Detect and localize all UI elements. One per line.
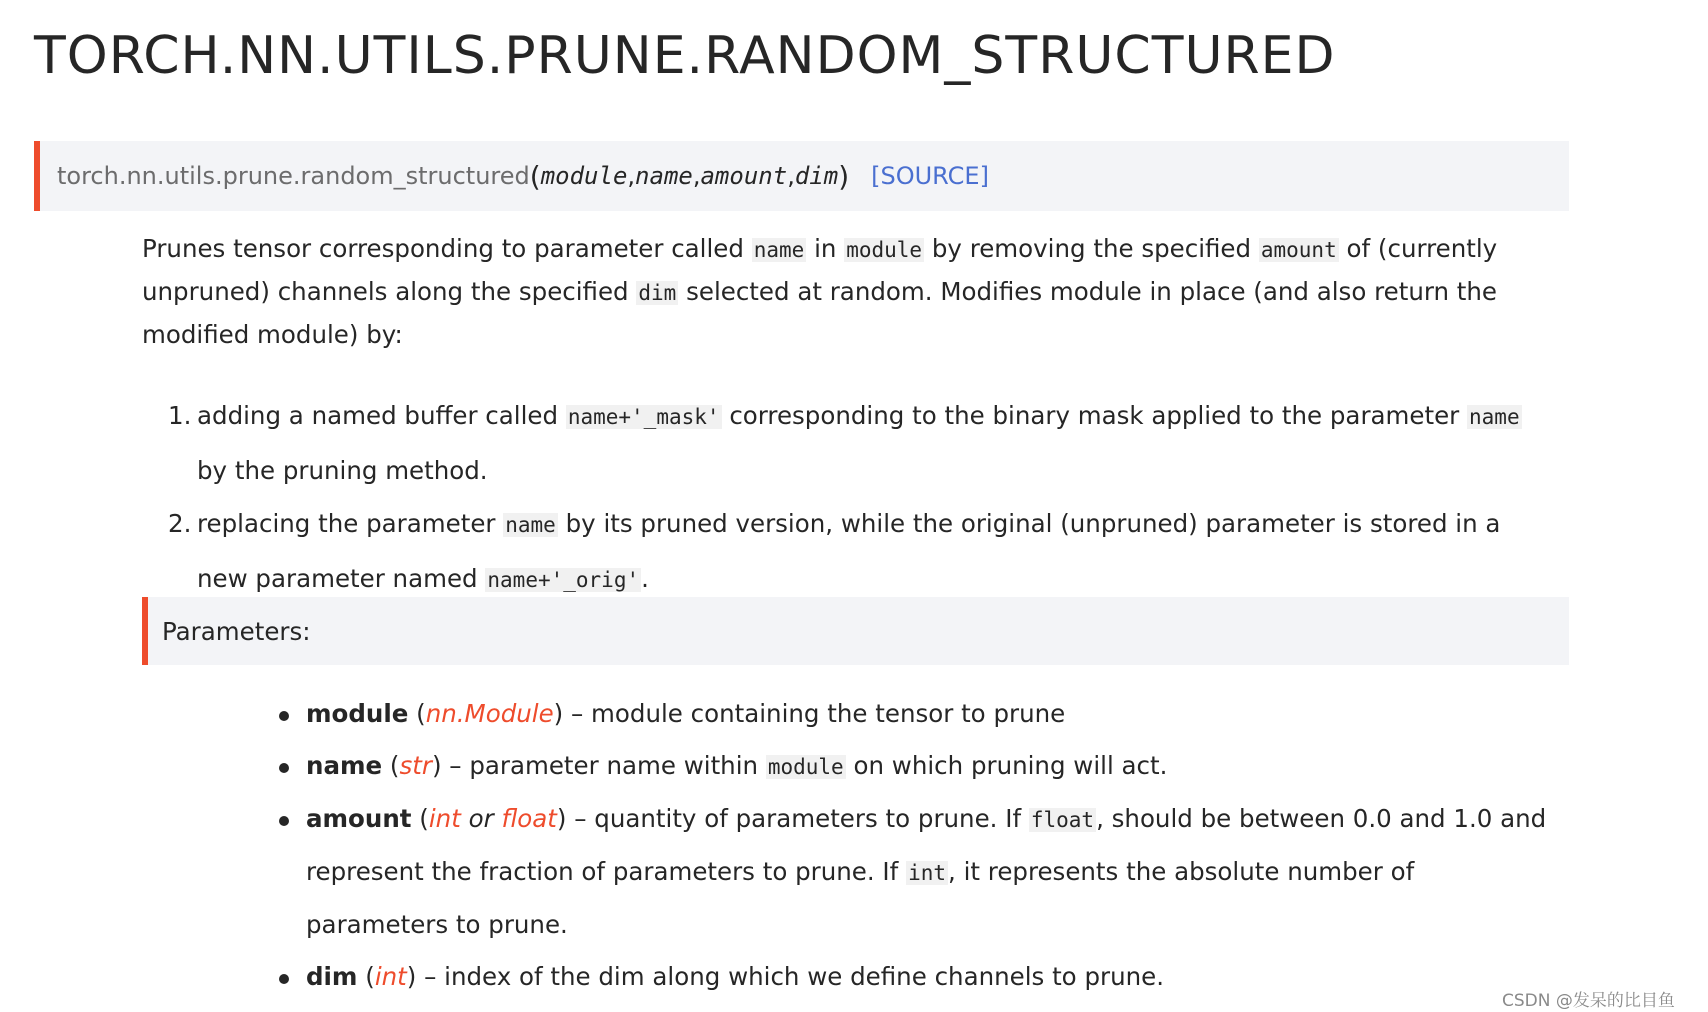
inline-code: amount xyxy=(1260,238,1337,262)
description-text: in xyxy=(806,234,845,263)
inline-code: dim xyxy=(638,281,677,305)
step-text: by its pruned version, while the original (unpruned) parameter is stored in a new parameter named xyxy=(197,509,1501,593)
signature-param: amount xyxy=(700,162,788,190)
param-name: name xyxy=(306,751,383,780)
param-type-link[interactable]: int xyxy=(374,962,407,991)
param-description: , it represents the absolute number of parameters to prune. xyxy=(306,857,1415,939)
param-description: – index of the dim along which we define channels to prune. xyxy=(416,962,1165,991)
param-paren: ) xyxy=(553,699,564,728)
inline-code: name xyxy=(505,513,556,537)
description xyxy=(142,228,1562,355)
inline-code: float xyxy=(1030,808,1095,832)
open-paren: ( xyxy=(529,159,541,193)
step-text: . xyxy=(641,564,649,593)
step-number: 1. xyxy=(168,401,192,430)
source-link[interactable]: [SOURCE] xyxy=(871,162,989,190)
param-type-link[interactable]: nn.Module xyxy=(425,699,554,728)
param-type-link[interactable]: int xyxy=(428,804,461,833)
param-name: dim xyxy=(306,962,358,991)
inline-code: name xyxy=(753,238,805,262)
param-type-link[interactable]: str xyxy=(399,751,432,780)
list-item xyxy=(279,793,1559,951)
inline-code: name+'_mask' xyxy=(567,405,720,429)
param-description: on which pruning will act. xyxy=(845,751,1168,780)
bullet-icon xyxy=(279,974,289,984)
param-description: – parameter name within xyxy=(441,751,766,780)
page-title: TORCH.NN.UTILS.PRUNE.RANDOM_STRUCTURED xyxy=(34,26,1336,86)
signature-param: name xyxy=(635,162,693,190)
param-paren: ( xyxy=(411,804,429,833)
param-description: , should be between 0.0 and 1.0 and represent the fraction of parameters to prune. If xyxy=(306,804,1547,886)
step-number: 2. xyxy=(168,509,192,538)
parameters-label: Parameters: xyxy=(162,616,311,646)
description-text: Prunes tensor corresponding to parameter called xyxy=(142,234,752,263)
signature-param: dim xyxy=(794,162,839,190)
parameters-header xyxy=(142,597,1569,665)
inline-code: name+'_orig' xyxy=(487,568,640,592)
param-paren: ) xyxy=(556,804,567,833)
param-separator: , xyxy=(692,162,701,190)
list-item xyxy=(168,389,1558,497)
close-paren: ) xyxy=(838,159,850,193)
function-signature xyxy=(34,141,1569,211)
param-name: amount xyxy=(306,804,412,833)
param-description: – quantity of parameters to prune. If xyxy=(566,804,1029,833)
param-name: module xyxy=(306,699,409,728)
bullet-icon xyxy=(279,816,289,826)
signature-param: module xyxy=(540,162,628,190)
param-paren: ) xyxy=(431,751,442,780)
inline-code: name xyxy=(1469,405,1520,429)
param-separator: , xyxy=(787,162,795,190)
step-text: corresponding to the binary mask applied to the parameter xyxy=(721,401,1468,430)
parameters-list xyxy=(279,688,1559,1003)
param-description: – module containing the tensor to prune xyxy=(563,699,1066,728)
description-text: of (currently unpruned) channels along the specified xyxy=(142,234,1498,306)
list-item xyxy=(279,688,1559,740)
step-text: replacing the parameter xyxy=(197,509,504,538)
description-text: selected at random. Modifies module in place (and also return the modified module) by: xyxy=(142,277,1498,349)
list-item xyxy=(279,740,1559,793)
description-text: by removing the specified xyxy=(924,234,1259,263)
inline-code: module xyxy=(767,755,844,779)
step-text: adding a named buffer called xyxy=(197,401,566,430)
inline-code: module xyxy=(846,238,923,262)
param-paren: ( xyxy=(357,962,375,991)
bullet-icon xyxy=(279,711,289,721)
inline-code: int xyxy=(908,861,947,885)
list-item xyxy=(168,497,1558,607)
param-paren: ) xyxy=(406,962,417,991)
param-paren: ( xyxy=(382,751,400,780)
bullet-icon xyxy=(279,763,289,773)
steps-list xyxy=(168,389,1558,607)
param-type-link[interactable]: float xyxy=(501,804,557,833)
list-item xyxy=(279,951,1559,1003)
param-separator: , xyxy=(627,162,636,190)
function-name: torch.nn.utils.prune.random_structured xyxy=(57,162,530,190)
step-text: by the pruning method. xyxy=(197,456,488,485)
watermark: CSDN @发呆的比目鱼 xyxy=(1502,991,1675,1011)
param-paren: ( xyxy=(408,699,426,728)
param-type-or: or xyxy=(460,804,502,833)
